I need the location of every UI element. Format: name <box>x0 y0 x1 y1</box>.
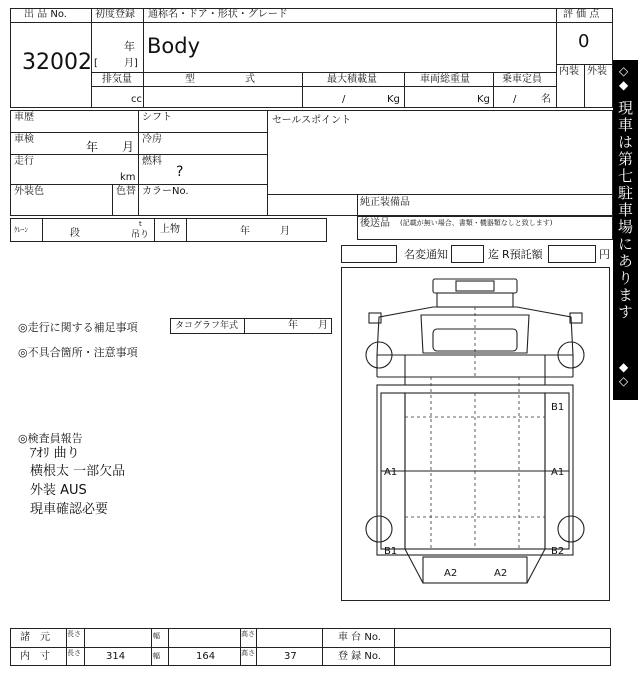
first-reg-month-unit: 月] <box>124 58 138 69</box>
recycle-amount-box <box>548 245 596 263</box>
inspector-line: 外装 AUS <box>30 483 87 498</box>
divider <box>10 184 267 185</box>
divider <box>138 110 139 216</box>
damage-mark: B2 <box>551 546 565 557</box>
name-change-date-box <box>451 245 484 263</box>
defects-title: ◎不具合箇所・注意事項 <box>18 346 138 359</box>
capacity-label: 乗車定員 <box>502 74 542 85</box>
crane-stage-unit: 段 <box>70 228 80 239</box>
divider <box>143 8 144 72</box>
divider <box>91 72 556 73</box>
truck-diagram <box>341 267 610 601</box>
max-load-unit: Kg <box>387 94 400 105</box>
length-label: 長さ <box>67 630 81 638</box>
aircon-label: 冷房 <box>142 134 162 145</box>
inspection-year: 年 <box>86 140 99 154</box>
model-code-label-1: 型 <box>185 74 195 85</box>
first-reg-year-unit: 年 <box>124 40 135 53</box>
model-name: Body <box>147 34 201 58</box>
divider <box>186 218 187 242</box>
divider <box>493 72 494 108</box>
inspector-report-title: ◎検査員報告 <box>18 432 83 445</box>
name-change-box <box>341 245 397 263</box>
displacement-unit: cc <box>131 94 142 105</box>
lot-label: 出 品 No. <box>24 9 67 20</box>
mileage-unit: km <box>120 172 136 183</box>
inner-dim-label: 内 寸 <box>20 651 50 662</box>
model-name-label: 通称名・ドア・形状・グレード <box>148 9 288 20</box>
max-load-label: 最大積載量 <box>327 74 377 85</box>
damage-mark: A1 <box>384 467 398 478</box>
capacity-unit: 名 <box>541 94 551 105</box>
loader-month: 月 <box>280 226 290 237</box>
rear-delivery-note: (記載が無い場合、書類・機器類なしと致します) <box>400 219 553 227</box>
divider <box>394 628 395 666</box>
until-label: 迄 <box>488 248 499 261</box>
sales-points-label: セールスポイント <box>272 115 352 126</box>
name-change-label: 名変通知 <box>404 248 448 261</box>
damage-mark: B1 <box>551 402 565 413</box>
divider <box>10 132 267 133</box>
width-label: 幅 <box>153 652 160 660</box>
divider <box>143 72 144 108</box>
fuel-value: ? <box>176 164 184 180</box>
divider <box>302 72 303 108</box>
tachograph-month: 月 <box>318 320 328 331</box>
color-no-label: カラーNo. <box>142 186 189 197</box>
recycle-label: R預託額 <box>502 248 543 261</box>
registration-no-label: 登 録 No. <box>338 651 381 662</box>
displacement-label: 排気量 <box>102 74 132 85</box>
divider <box>244 318 245 334</box>
spec-label: 諸 元 <box>20 632 50 643</box>
height-label: 高さ <box>241 630 255 638</box>
mileage-label: 走行 <box>14 156 34 167</box>
inner-width-value: 164 <box>196 651 216 662</box>
damage-mark: A2 <box>444 568 458 579</box>
height-label: 高さ <box>241 649 255 657</box>
banner-decoration-bottom: ◆◇ <box>619 360 629 388</box>
interior-label: 内装 <box>559 66 579 77</box>
genuine-equipment-label: 純正装備品 <box>360 197 410 208</box>
divider <box>357 194 358 216</box>
damage-mark: B1 <box>384 546 398 557</box>
tachograph-year: 年 <box>288 320 298 331</box>
inspection-month: 月 <box>122 140 135 154</box>
divider <box>151 628 152 666</box>
divider <box>154 218 155 242</box>
gross-weight-unit: Kg <box>477 94 490 105</box>
divider <box>404 72 405 108</box>
divider <box>10 22 91 23</box>
divider <box>10 154 267 155</box>
divider <box>112 184 113 216</box>
divider <box>322 628 323 666</box>
divider <box>267 194 613 195</box>
divider <box>42 218 43 242</box>
divider <box>91 86 556 87</box>
divider <box>584 64 585 108</box>
loader-year: 年 <box>240 226 250 237</box>
tachograph-label: タコグラフ年式 <box>175 321 239 331</box>
first-reg-month-open: [ <box>94 58 98 69</box>
inspector-line: 横根太 一部欠品 <box>30 464 126 479</box>
inspector-line: 現車確認必要 <box>30 502 109 517</box>
color-change-label: 色替 <box>116 186 136 197</box>
inspector-line: ｱｵﾘ 曲り <box>30 446 80 461</box>
exterior-label: 外装 <box>587 66 607 77</box>
inspection-label: 車検 <box>14 134 34 145</box>
banner-decoration-top: ◇◆ <box>619 64 629 92</box>
chassis-no-label: 車 台 No. <box>338 632 381 643</box>
divider <box>10 647 611 648</box>
first-reg-label: 初度登録 <box>95 9 135 20</box>
parking-location-banner <box>613 60 638 400</box>
damage-mark: A1 <box>551 467 565 478</box>
header-frame <box>10 8 613 108</box>
crane-label: ｸﾚｰﾝ <box>14 226 28 234</box>
capacity-slash: / <box>513 94 517 105</box>
rear-delivery-label: 後送品 <box>360 218 390 229</box>
width-label: 幅 <box>153 632 160 640</box>
fuel-label: 燃料 <box>142 156 162 167</box>
shift-label: シフト <box>142 112 172 123</box>
crane-hang-label: 吊り <box>131 230 150 240</box>
damage-mark: A2 <box>494 568 508 579</box>
model-code-label-2: 式 <box>245 74 255 85</box>
divider <box>91 22 556 23</box>
banner-text: 現車は第七駐車場にあります <box>616 100 634 321</box>
loader-label: 上物 <box>160 224 180 235</box>
inner-length-value: 314 <box>106 651 126 662</box>
max-load-slash: / <box>342 94 346 105</box>
crane-ton-unit: t <box>139 220 142 228</box>
divider <box>267 110 268 216</box>
exterior-color-label: 外装色 <box>14 186 44 197</box>
history-label: 車歴 <box>14 112 34 123</box>
score-label: 評 価 点 <box>563 9 600 20</box>
driving-notes-title: ◎走行に関する補足事項 <box>18 321 138 334</box>
lot-number: 32002 <box>22 50 92 75</box>
divider <box>168 628 169 666</box>
score-value: 0 <box>578 31 590 52</box>
length-label: 長さ <box>67 649 81 657</box>
divider <box>556 8 557 108</box>
yen-unit: 円 <box>599 248 610 261</box>
gross-weight-label: 車両総重量 <box>420 74 470 85</box>
divider <box>556 22 613 23</box>
divider <box>256 628 257 666</box>
inner-height-value: 37 <box>284 651 297 662</box>
divider <box>84 628 85 666</box>
